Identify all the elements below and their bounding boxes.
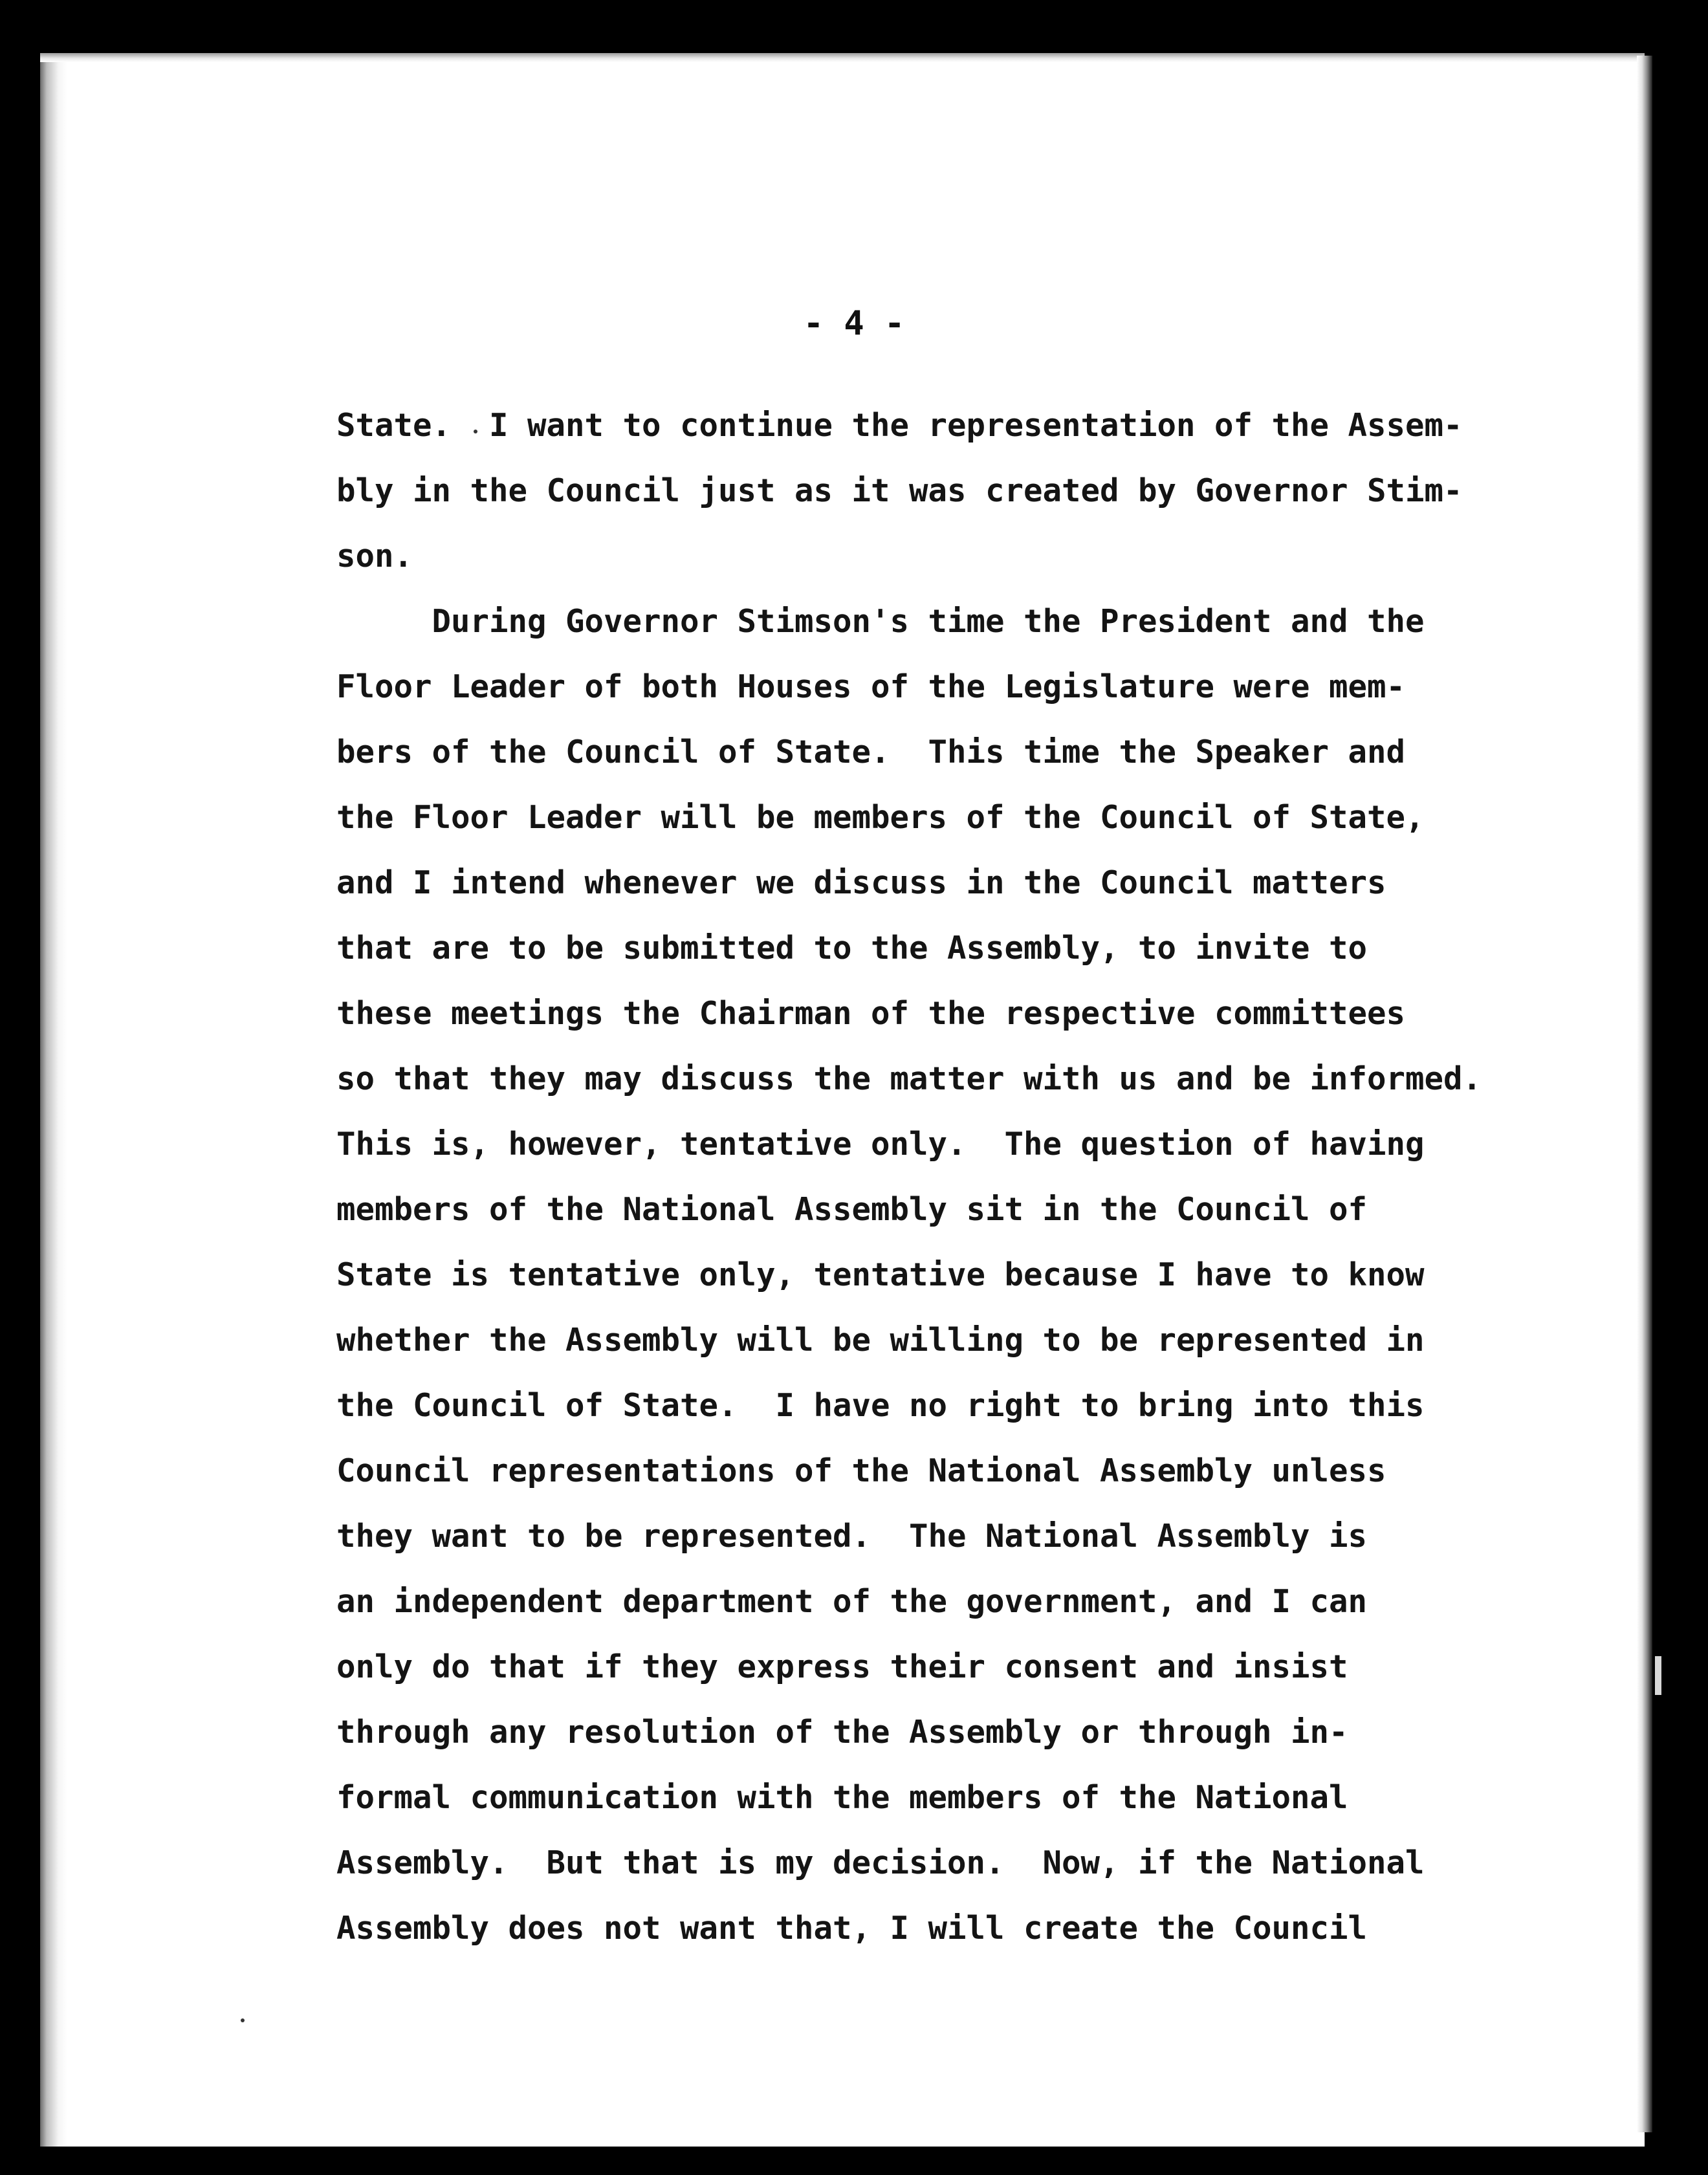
text-line: Assembly does not want that, I will create the Council [336, 1910, 1368, 1947]
text-line: This is, however, tentative only. The question of having [336, 1126, 1425, 1163]
text-line: through any resolution of the Assembly or through in- [336, 1714, 1348, 1751]
page-tab-mark [1655, 1656, 1661, 1695]
text-line: only do that if they express their consent and insist [336, 1648, 1348, 1685]
text-line: these meetings the Chairman of the respective committees [336, 995, 1406, 1032]
text-line: State. I want to continue the representation of the Assem- [336, 407, 1463, 444]
text-line: whether the Assembly will be willing to be represented in [336, 1322, 1425, 1359]
text-line: bers of the Council of State. This time the Speaker and [336, 734, 1406, 771]
text-line: the Floor Leader will be members of the Council of State, [336, 799, 1425, 836]
text-line: bly in the Council just as it was created by Governor Stim- [336, 472, 1463, 509]
text-line: Council representations of the National Assembly unless [336, 1452, 1386, 1489]
text-line: members of the National Assembly sit in the Council of [336, 1191, 1368, 1228]
text-line: that are to be submitted to the Assembly, to invite to [336, 930, 1368, 967]
text-line: Assembly. But that is my decision. Now, if the National [336, 1844, 1425, 1881]
text-line: formal communication with the members of the National [336, 1779, 1348, 1816]
page-number: - 4 - [803, 304, 905, 343]
underlying-sheet-edge [1637, 56, 1652, 2132]
text-line: they want to be represented. The National Assembly is [336, 1518, 1368, 1555]
text-line: the Council of State. I have no right to bring into this [336, 1387, 1425, 1424]
text-line: and I intend whenever we discuss in the Council matters [336, 864, 1386, 901]
text-line: son. [336, 538, 413, 574]
text-line: Floor Leader of both Houses of the Legislature were mem- [336, 668, 1406, 705]
page-top-edge-shadow [40, 53, 1645, 62]
text-line: so that they may discuss the matter with us and be informed. [336, 1060, 1482, 1097]
page-left-edge-shadow [40, 53, 67, 2147]
ink-speck [241, 2018, 245, 2022]
text-line: an independent department of the government, and I can [336, 1583, 1368, 1620]
text-line: State is tentative only, tentative because I have to know [336, 1256, 1425, 1293]
typed-text-body [336, 405, 1617, 1973]
text-line: During Governor Stimson's time the President and the [336, 603, 1425, 640]
